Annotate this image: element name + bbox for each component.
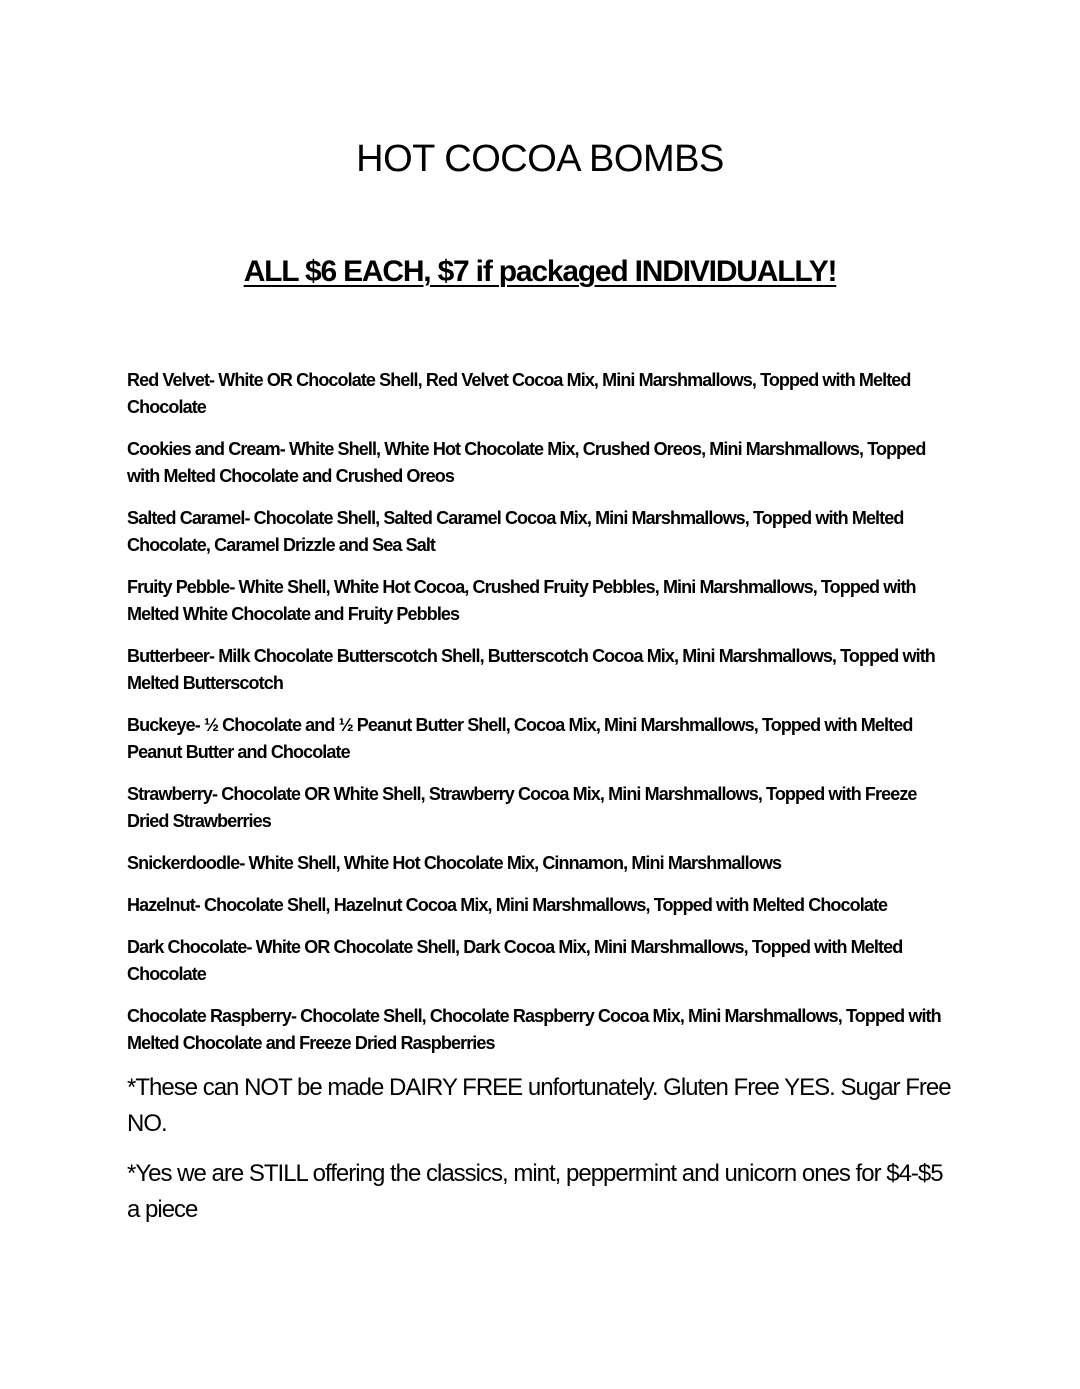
flavor-item-red-velvet: Red Velvet- White OR Chocolate Shell, Red Velvet Cocoa Mix, Mini Marshmallows, Topped with Melted Chocolate	[127, 370, 911, 417]
note-dietary: *These can NOT be made DAIRY FREE unfortunately. Gluten Free YES. Sugar Free NO.	[127, 1074, 951, 1137]
pricing-heading	[0, 250, 1080, 294]
flavor-item-snickerdoodle: Snickerdoodle- White Shell, White Hot Chocolate Mix, Cinnamon, Mini Marshmallows	[127, 853, 782, 873]
flavor-list	[127, 367, 957, 1072]
flavor-item-buckeye: Buckeye- ½ Chocolate and ½ Peanut Butter Shell, Cocoa Mix, Mini Marshmallows, Topped with Melted Peanut Butter and Chocolate	[127, 715, 913, 762]
flavor-item-cookies-and-cream: Cookies and Cream- White Shell, White Hot Chocolate Mix, Crushed Oreos, Mini Marshmallows, Topped with Melted Chocolate and Crushed Oreos	[127, 439, 926, 486]
flavor-item-chocolate-raspberry: Chocolate Raspberry- Chocolate Shell, Chocolate Raspberry Cocoa Mix, Mini Marshmallows, Topped with Melted Chocolate and Freeze Dried Raspberries	[127, 1006, 941, 1053]
flavor-item-strawberry: Strawberry- Chocolate OR White Shell, Strawberry Cocoa Mix, Mini Marshmallows, Topped with Freeze Dried Strawberries	[127, 784, 917, 831]
flavor-item-hazelnut: Hazelnut- Chocolate Shell, Hazelnut Cocoa Mix, Mini Marshmallows, Topped with Melted Chocolate	[127, 895, 888, 915]
page-title: HOT COCOA BOMBS	[356, 138, 724, 180]
note-classics: *Yes we are STILL offering the classics, mint, peppermint and unicorn ones for $4-$5 a piece	[127, 1160, 943, 1223]
flavor-item-butterbeer: Butterbeer- Milk Chocolate Butterscotch Shell, Butterscotch Cocoa Mix, Mini Marshmallows, Topped with Melted Butterscotch	[127, 646, 935, 693]
flavor-item-fruity-pebble: Fruity Pebble- White Shell, White Hot Cocoa, Crushed Fruity Pebbles, Mini Marshmallows, Topped with Melted White Chocolate and Fruity Pebbles	[127, 577, 916, 624]
flavor-item-salted-caramel: Salted Caramel- Chocolate Shell, Salted Caramel Cocoa Mix, Mini Marshmallows, Topped with Melted Chocolate, Caramel Drizzle and Sea Salt	[127, 508, 904, 555]
notes-section	[127, 1070, 957, 1242]
pricing-text: ALL $6 EACH, $7 if packaged INDIVIDUALLY!	[243, 255, 837, 288]
flavor-item-dark-chocolate: Dark Chocolate- White OR Chocolate Shell, Dark Cocoa Mix, Mini Marshmallows, Topped with Melted Chocolate	[127, 937, 903, 984]
